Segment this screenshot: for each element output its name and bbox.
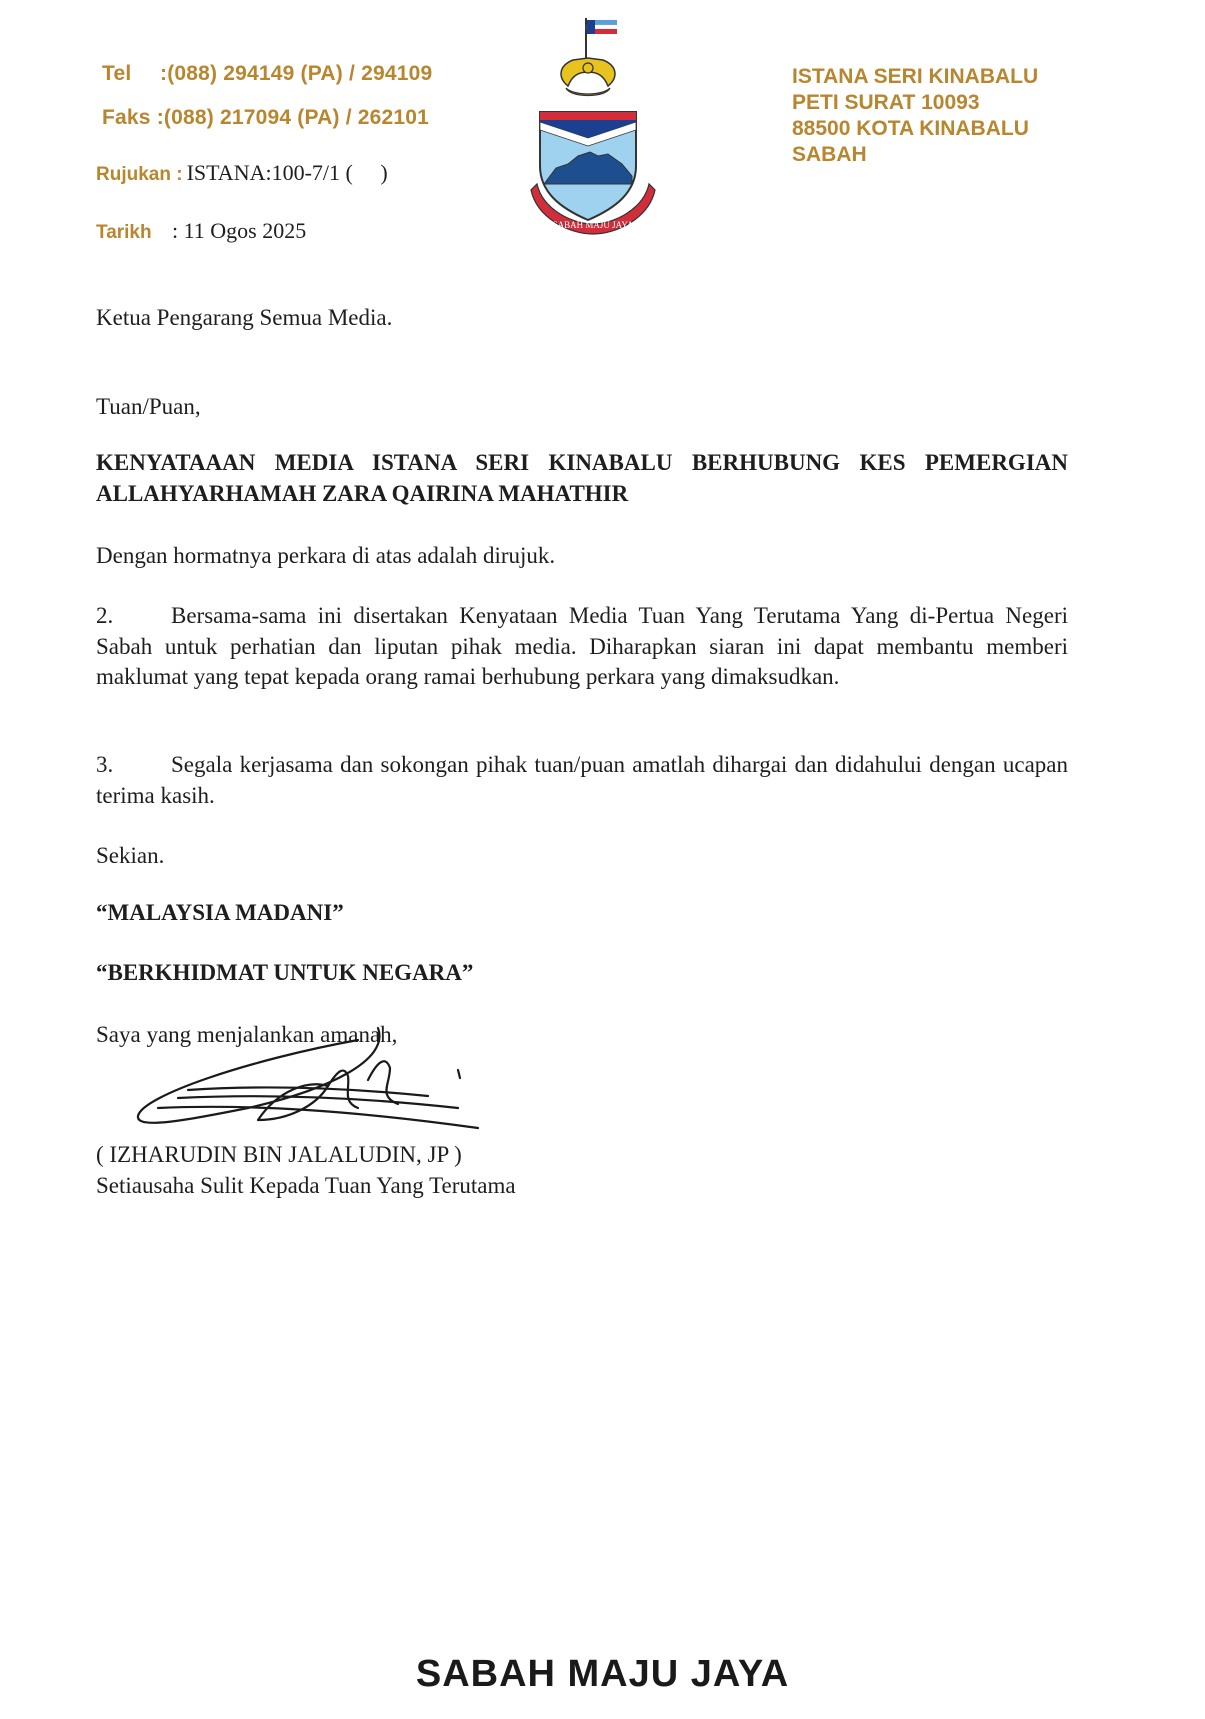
fax-value: :(088) 217094 (PA) / 262101 [156,106,430,129]
paragraph-text: Segala kerjasama dan sokongan pihak tuan/puan amatlah dihargai dan didahului dengan ucapan terima kasih. [96,752,1068,808]
reference-value: ISTANA:100-7/1 ( ) [186,160,388,185]
reference-line [96,160,388,186]
paragraph-2 [96,601,1068,693]
signer-name: ( IZHARUDIN BIN JALALUDIN, JP ) [96,1142,462,1167]
address-line: PETI SURAT 10093 [792,91,980,114]
date-line [96,218,306,244]
paragraph-1: Dengan hormatnya perkara di atas adalah dirujuk. [96,543,556,568]
paragraph-number: 2. [96,603,114,628]
reference-label: Rujukan : [96,164,183,185]
motto-berkhidmat: “BERKHIDMAT UNTUK NEGARA” [96,960,474,985]
motto-malaysia-madani: “MALAYSIA MADANI” [96,900,344,925]
salutation: Tuan/Puan, [96,394,201,419]
sabah-crest-logo [528,16,678,242]
addressee: Ketua Pengarang Semua Media. [96,305,393,330]
date-value: : 11 Ogos 2025 [172,218,307,243]
address-line: ISTANA SERI KINABALU [792,65,1039,88]
address-line: SABAH [792,143,867,166]
date-label: Tarikh [96,222,152,243]
svg-text:SABAH MAJU JAYA: SABAH MAJU JAYA [552,220,634,230]
telephone-line [102,62,432,86]
fax-label: Faks [102,106,151,129]
paragraph-3 [96,750,1068,811]
fax-line [102,106,429,130]
closing: Sekian. [96,843,165,868]
telephone-value: :(088) 294149 (PA) / 294109 [160,62,433,85]
paragraph-number: 3. [96,752,114,777]
trust-line: Saya yang menjalankan amanah, [96,1022,398,1047]
telephone-label: Tel [102,62,132,85]
paragraph-text: Bersama-sama ini disertakan Kenyataan Media Tuan Yang Terutama Yang di-Pertua Negeri Sabah untuk perhatian dan liputan pihak media. Diharapkan siaran ini dapat membantu memberi maklumat yang tepat kepada orang ramai berhubung perkara yang dimaksudkan. [96,603,1068,689]
palace-address [792,64,1038,168]
footer-motto: SABAH MAJU JAYA [415,1653,790,1695]
address-line: 88500 KOTA KINABALU [792,117,1029,140]
signer-position: Setiausaha Sulit Kepada Tuan Yang Terutama [96,1173,516,1198]
handwritten-signature [128,1020,488,1140]
letter-subject: KENYATAAAN MEDIA ISTANA SERI KINABALU BERHUBUNG KES PEMERGIAN ALLAHYARHAMAH ZARA QAIRINA MAHATHIR [96,450,1068,506]
